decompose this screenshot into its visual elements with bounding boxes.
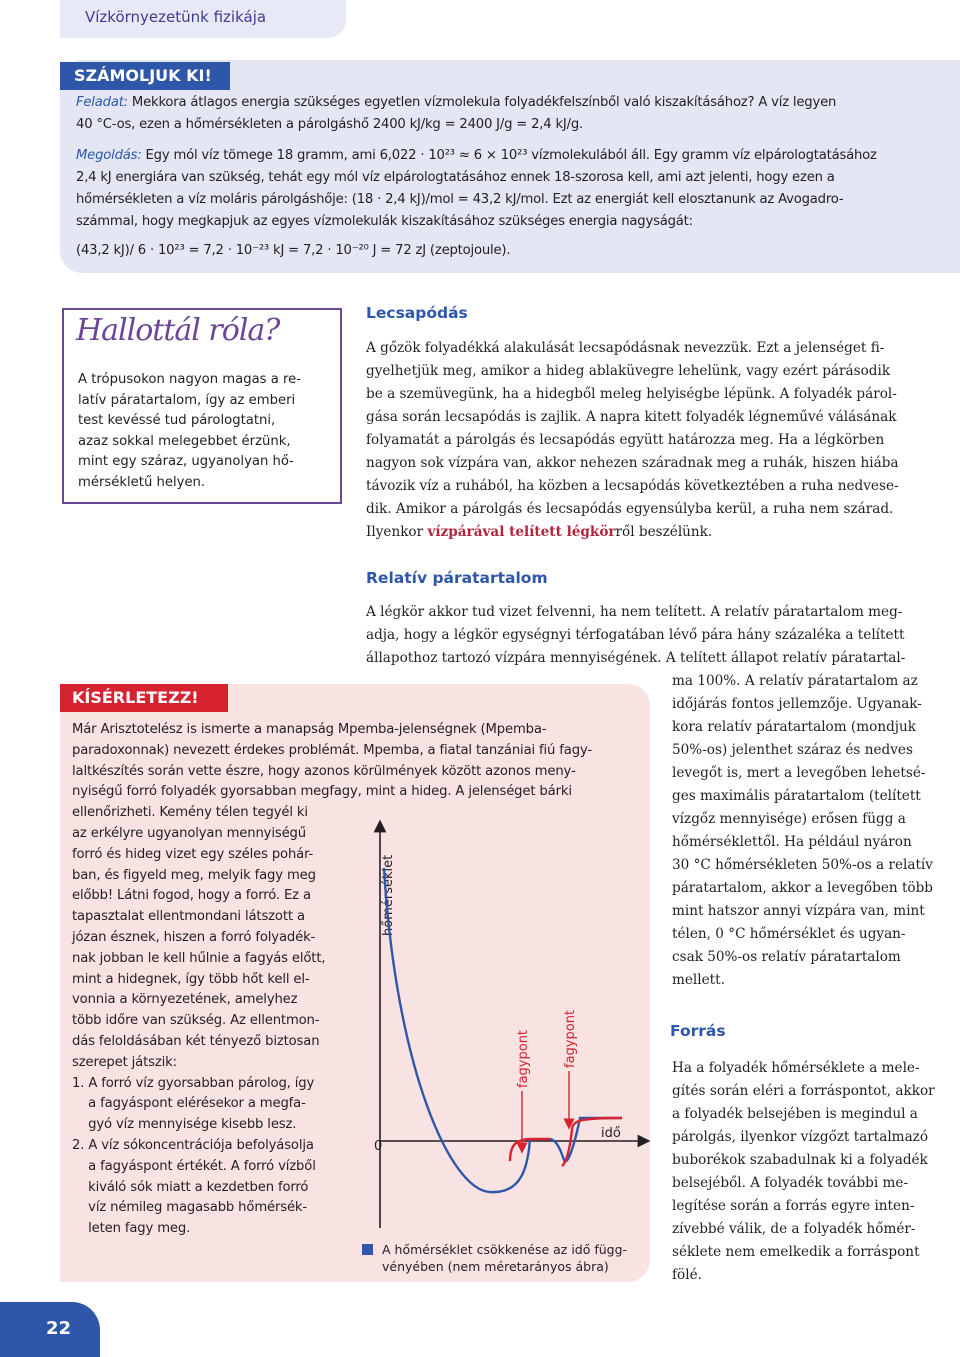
solution-line-4: számmal, hogy megkapjuk az egyes vízmolekulák kiszakításához szükséges energia nagyságát: — [76, 214, 693, 229]
experiment-line: a fagyáspont elérésekor a megfa- — [72, 1096, 306, 1112]
humidity-line: kora relatív páratartalom (mondjuk — [672, 719, 916, 735]
experiment-line: forró és hideg vizet egy széles pohár- — [72, 846, 314, 862]
chart-caption-line-2: vényében (nem méretarányos ábra) — [382, 1259, 609, 1274]
task-label: Feladat: — [76, 95, 128, 110]
boiling-line: séklete nem emelkedik a forráspont — [672, 1244, 920, 1260]
x-axis-label: idő — [601, 1126, 621, 1141]
cooling-curve — [384, 868, 530, 1192]
experiment-line: 1. A forró víz gyorsabban párolog, így — [72, 1075, 315, 1091]
humidity-line: 50%-os) jelenthet száraz és nedves — [672, 742, 913, 758]
experiment-line: mint a hidegnek, így több hőt kell el- — [72, 971, 310, 987]
formula-line: (43,2 kJ)/ 6 · 10²³ = 7,2 · 10⁻²³ kJ = 7,2 · 10⁻²⁰ J = 72 zJ (zeptojoule). — [76, 243, 511, 258]
humidity-line: ges maximális páratartalom (telített — [672, 788, 921, 804]
did-you-hear-line: azaz sokkal melegebbet érzünk, — [78, 433, 291, 449]
experiment-line: Már Arisztotelész is ismerte a manapság Mpemba-jelenségnek (Mpemba- — [72, 722, 547, 737]
boiling-line: belsejéből. A folyadék további me- — [672, 1175, 909, 1191]
humidity-line: vízgőz mennyisége) erősen függ a — [672, 811, 906, 827]
condensation-line: be a szemüvegünk, ha a hidegből meleg helyiségbe lépünk. A folyadék párol- — [366, 386, 897, 402]
boiling-heading: Forrás — [670, 1022, 726, 1040]
condensation-last-line — [366, 521, 712, 544]
condensation-line: nagyon sok vízpára van, akkor nehezen száradnak meg a ruhák, hiszen hiába — [366, 455, 899, 471]
humidity-line: A légkör akkor tud vizet felvenni, ha nem telített. A relatív páratartalom meg- — [366, 604, 903, 620]
temperature-time-chart — [360, 818, 650, 1238]
humidity-line: mint hatszor annyi vízpára van, mint — [672, 903, 925, 919]
experiment-line: ban, és figyeld meg, melyik fagy meg — [72, 867, 316, 883]
boiling-line: gítés során eléri a forráspontot, akkor — [672, 1083, 935, 1099]
humidity-line: időjárás fontos jellemzője. Ugyanak- — [672, 696, 922, 712]
boiling-line: a folyadék belsejében is megindul a — [672, 1106, 918, 1122]
task-text: Mekkora átlagos energia szükséges egyetlen vízmolekula folyadékfelszínből való kiszakításához? A víz legyen — [127, 95, 837, 110]
solution-line-3: hőmérsékleten a víz moláris párolgáshője: (18 · 2,4 kJ)/mol = 43,2 kJ/mol. Ezt az energiát kell elosztanunk az Avogadro- — [76, 192, 844, 207]
zero-tick: 0 — [374, 1139, 383, 1154]
condensation-line: távozik víz a ruhából, ha közben a lecsapódás következtében a ruha nedvese- — [366, 478, 899, 494]
solution-line-1 — [76, 145, 946, 167]
boiling-line: Ha a folyadék hőmérséklete a mele- — [672, 1060, 920, 1076]
experiment-line: előbb! Látni fogod, hogy a forró. Ez a — [72, 888, 311, 904]
did-you-hear-line: test kevéssé tud párologtatni, — [78, 413, 276, 429]
experiment-line: gyó víz mennyisége kisebb lesz. — [72, 1117, 297, 1133]
boiling-line: fölé. — [672, 1267, 702, 1283]
experiment-line: józan észnek, hiszen a forró folyadék- — [72, 930, 316, 945]
page-number: 22 — [46, 1318, 72, 1339]
humidity-line: levegőt is, mert a levegőben lehetsé- — [672, 765, 926, 781]
experiment-line: nyiségű forró folyadék gyorsabban megfagy, mint a hideg. A jelenséget bárki — [72, 784, 572, 800]
experiment-label: KÍSÉRLETEZZ! — [60, 684, 228, 712]
chart-caption-line-1: A hőmérséklet csökkenése az idő függ- — [382, 1242, 628, 1257]
solution-text: Egy mól víz tömege 18 gramm, ami 6,022 · 10²³ ≈ 6 × 10²³ vízmolekulából áll. Egy gramm víz elpárologtatásához — [141, 148, 877, 163]
experiment-line: ellenőrizheti. Kemény télen tegyél ki — [72, 805, 308, 821]
task-line-1 — [76, 92, 946, 114]
humidity-line: 30 °C hőmérsékleten 50%-os a relatív — [672, 857, 933, 873]
experiment-line: dás feloldásában két tényező biztosan — [72, 1034, 320, 1049]
condensation-last-pre: Ilyenkor — [366, 524, 428, 540]
condensation-line: gása során lecsapódás is zajlik. A napra kitett folyadék légneművé válásának — [366, 409, 897, 425]
condensation-line: folyamatát a párolgás és lecsapódás együtt határozza meg. Ha a légkörben — [366, 432, 885, 448]
experiment-line: szerepet játszik: — [72, 1054, 177, 1070]
boiling-line: zívebbé válik, de a folyadék hőmér- — [672, 1221, 916, 1237]
humidity-line: ma 100%. A relatív páratartalom az — [672, 673, 918, 689]
header-title: Vízkörnyezetünk fizikája — [85, 8, 267, 26]
experiment-line: 2. A víz sókoncentrációja befolyásolja — [72, 1138, 314, 1153]
humidity-heading: Relatív páratartalom — [366, 569, 548, 587]
y-axis-label: hőmérséklet — [381, 854, 396, 936]
condensation-last-post: ről beszélünk. — [615, 524, 713, 540]
did-you-hear-title: Hallottál róla? — [76, 313, 280, 348]
humidity-line: hőmérséklettől. Ha például nyáron — [672, 834, 912, 850]
humidity-line: mellett. — [672, 972, 725, 988]
did-you-hear-line: latív páratartalom, így az emberi — [78, 392, 296, 408]
calculation-label: SZÁMOLJUK KI! — [60, 62, 230, 90]
experiment-line: az erkélyre ugyanolyan mennyiségű — [72, 826, 306, 841]
condensation-heading: Lecsapódás — [366, 304, 468, 322]
experiment-line: paradoxonnak) nevezett érdekes problémát. Mpemba, a fiatal tanzániai fiú fagy- — [72, 742, 592, 758]
experiment-line: kiváló sók miatt a kezdetben forró — [72, 1179, 309, 1195]
freezing-point-label-2: fagypont — [563, 1009, 578, 1068]
humidity-line: adja, hogy a légkör egységnyi térfogatában lévő pára hány százaléka a telített — [366, 627, 905, 643]
task-line-2: 40 °C-os, ezen a hőmérsékleten a párolgáshő 2400 kJ/kg = 2400 J/g = 2,4 kJ/g. — [76, 117, 583, 132]
experiment-line: víz némileg magasabb hőmérsék- — [72, 1200, 308, 1216]
condensation-line: gyelhetjük meg, amikor a hideg ablaküvegre lehelünk, vagy ezért párásodik — [366, 363, 891, 379]
experiment-line: leten fagy meg. — [72, 1221, 191, 1237]
boiling-line: legítése során a forrás egyre inten- — [672, 1198, 915, 1214]
humidity-line: állapothoz tartozó vízpára mennyiségének. A telített állapot relatív páratartal- — [366, 650, 906, 666]
caption-square-icon — [362, 1244, 373, 1255]
did-you-hear-line: A trópusokon nagyon magas a re- — [78, 372, 301, 387]
experiment-line: több időre van szükség. Az ellentmon- — [72, 1013, 320, 1029]
experiment-line: a fagyáspont értékét. A forró vízből — [72, 1158, 316, 1174]
experiment-line: vonnia a környezetének, amelyhez — [72, 992, 298, 1008]
condensation-line: dik. Amikor a párolgás és lecsapódás egyensúlyba kerül, a ruha nem szárad. — [366, 501, 894, 517]
humidity-line: télen, 0 °C hőmérséklet és ugyan- — [672, 926, 906, 942]
boiling-line: párolgás, ilyenkor vízgőzt tartalmazó — [672, 1129, 929, 1145]
condensation-line: A gőzök folyadékká alakulását lecsapódásnak nevezzük. Ezt a jelenséget fi- — [366, 340, 885, 356]
solution-line-2: 2,4 kJ energiára van szükség, tehát egy mól víz elpárologtatásához ennek 18-szorosa kell, ami azt jelenti, hogy ezen a — [76, 170, 835, 185]
saturated-atmosphere-term: vízpárával telített légkör — [427, 524, 616, 540]
humidity-line: csak 50%-os relatív páratartalom — [672, 949, 901, 965]
freezing-point-label-1: fagypont — [516, 1029, 531, 1088]
experiment-line: tapasztalat ellentmondani látszott a — [72, 909, 305, 925]
did-you-hear-line: mérsékletű helyen. — [78, 475, 206, 490]
humidity-line: páratartalom, akkor a levegőben több — [672, 880, 933, 896]
did-you-hear-line: mint egy száraz, ugyanolyan hő- — [78, 454, 294, 470]
experiment-line: nak jobban le kell hűlnie a fagyás előtt, — [72, 950, 326, 966]
solution-label: Megoldás: — [76, 148, 142, 163]
boiling-line: buborékok szabadulnak ki a folyadék — [672, 1152, 928, 1168]
experiment-line: laltkészítés során vette észre, hogy azonos körülmények között azonos meny- — [72, 763, 576, 779]
